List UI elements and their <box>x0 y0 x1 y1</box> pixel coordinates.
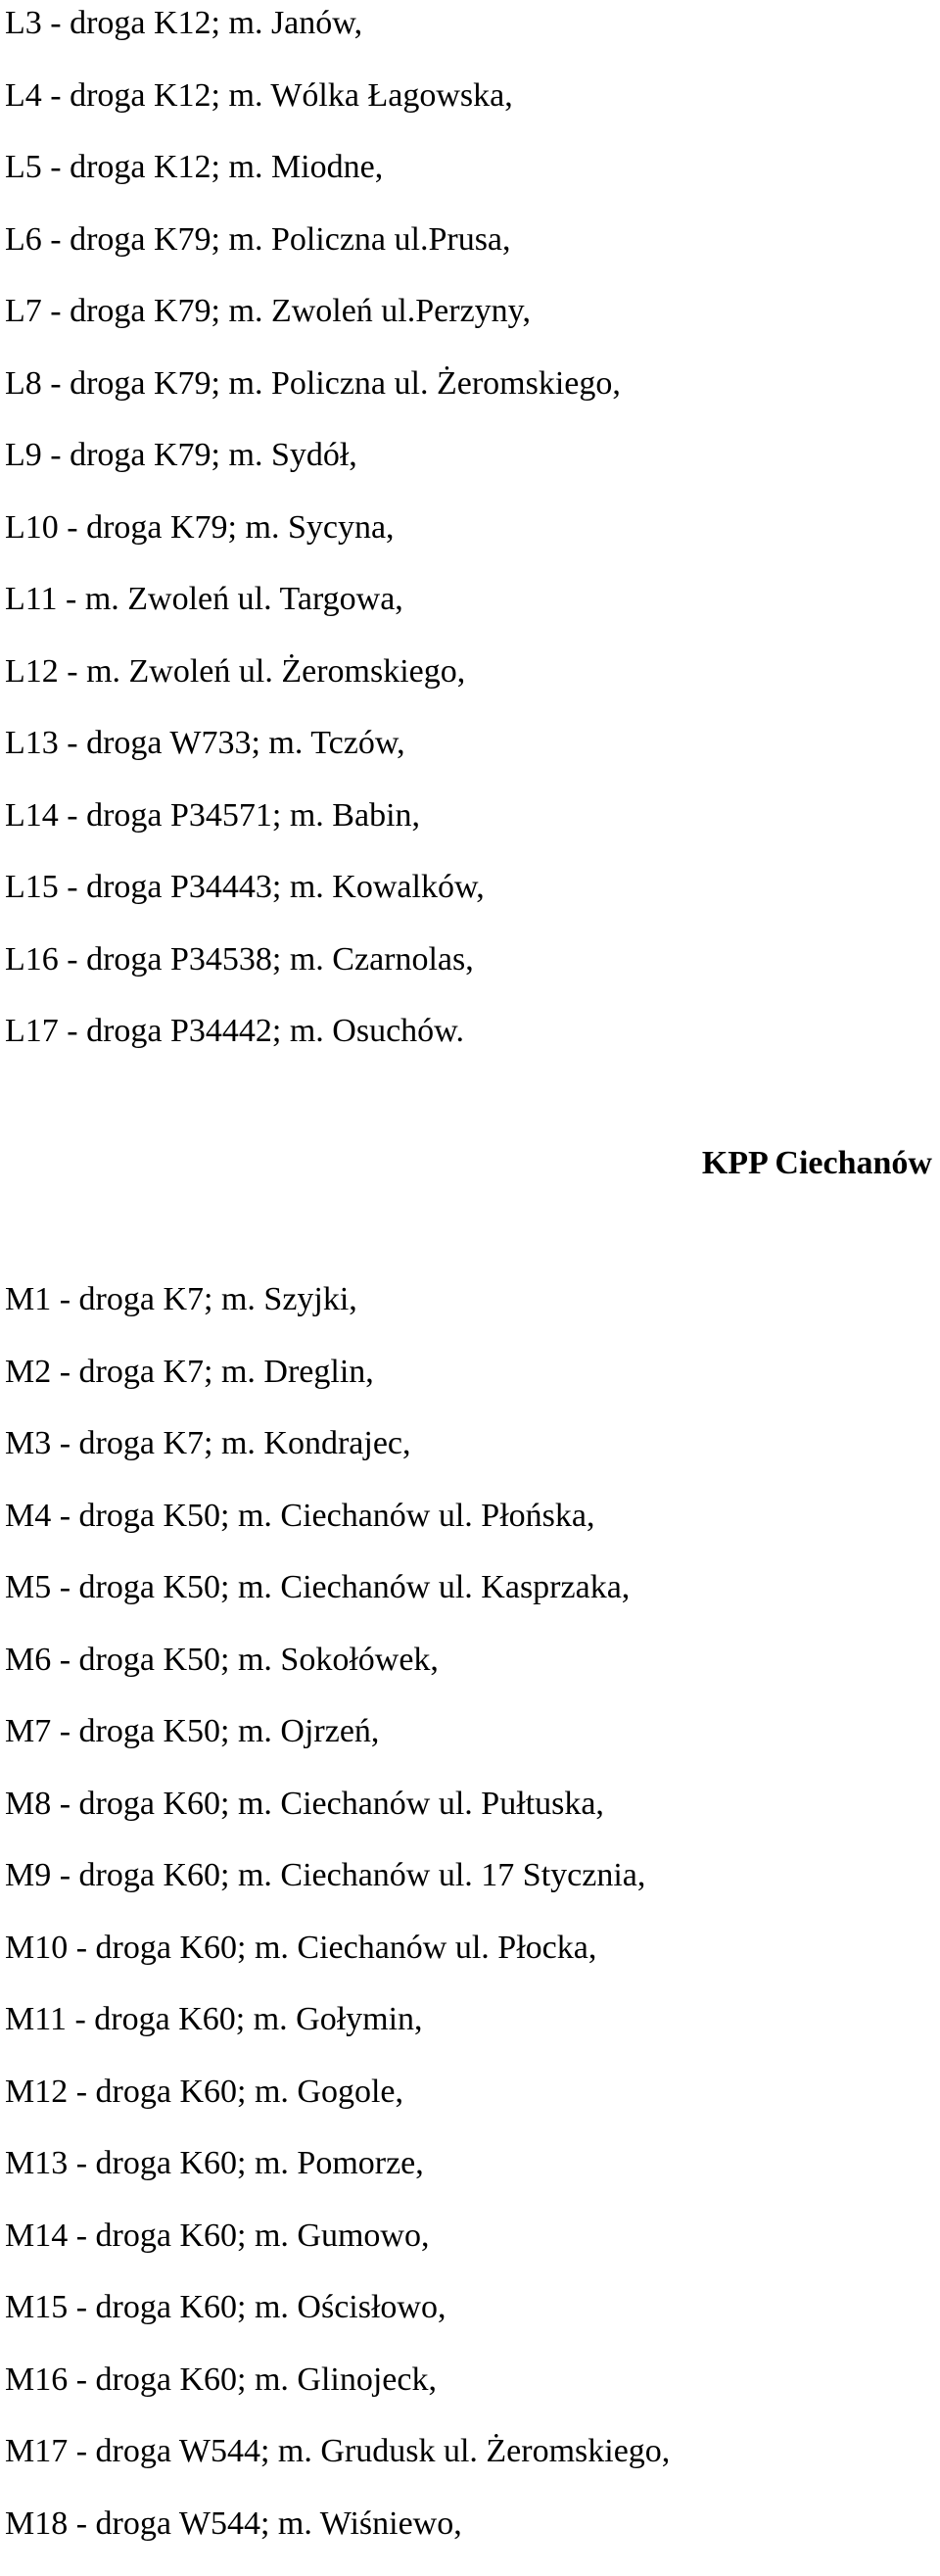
list-item: L14 - droga P34571; m. Babin, <box>5 796 421 834</box>
list-item: M2 - droga K7; m. Dreglin, <box>5 1353 374 1390</box>
list-item: M14 - droga K60; m. Gumowo, <box>5 2217 430 2254</box>
list-item: L13 - droga W733; m. Tczów, <box>5 725 405 761</box>
list-item: M1 - droga K7; m. Szyjki, <box>5 1281 357 1317</box>
list-item: M17 - droga W544; m. Grudusk ul. Żeromskiego, <box>5 2433 671 2469</box>
list-item: M15 - droga K60; m. Ościsłowo, <box>5 2289 446 2325</box>
list-item: L15 - droga P34443; m. Kowalków, <box>5 869 485 905</box>
list-item: M3 - droga K7; m. Kondrajec, <box>5 1425 411 1461</box>
section-heading: KPP Ciechanów <box>701 1145 932 1181</box>
list-item: L9 - droga K79; m. Sydół, <box>5 437 357 473</box>
list-item: M11 - droga K60; m. Gołymin, <box>5 2001 423 2037</box>
list-item: L17 - droga P34442; m. Osuchów. <box>5 1013 465 1049</box>
list-item: L6 - droga K79; m. Policzna ul.Prusa, <box>5 220 511 258</box>
list-item: M13 - droga K60; m. Pomorze, <box>5 2145 424 2181</box>
checkpoint-list-m <box>5 1280 670 2576</box>
list-item: M16 - droga K60; m. Glinojeck, <box>5 2361 437 2398</box>
list-item: L3 - droga K12; m. Janów, <box>5 5 363 41</box>
list-item: L11 - m. Zwoleń ul. Targowa, <box>5 581 403 617</box>
list-item: L5 - droga K12; m. Miodne, <box>5 149 384 185</box>
list-item: M8 - droga K60; m. Ciechanów ul. Pułtuska, <box>5 1785 604 1822</box>
list-item: L10 - droga K79; m. Sycyna, <box>5 508 395 546</box>
list-item: L7 - droga K79; m. Zwoleń ul.Perzyny, <box>5 293 531 329</box>
list-item: M18 - droga W544; m. Wiśniewo, <box>5 2504 462 2542</box>
list-item: M12 - droga K60; m. Gogole, <box>5 2073 404 2110</box>
list-item: L12 - m. Zwoleń ul. Żeromskiego, <box>5 652 466 690</box>
list-item: M6 - droga K50; m. Sokołówek, <box>5 1641 439 1678</box>
list-item: M10 - droga K60; m. Ciechanów ul. Płocka, <box>5 1929 597 1966</box>
list-item: L16 - droga P34538; m. Czarnolas, <box>5 940 474 978</box>
list-item: M7 - droga K50; m. Ojrzeń, <box>5 1713 380 1749</box>
list-item: L4 - droga K12; m. Wólka Łagowska, <box>5 76 513 114</box>
list-item: M4 - droga K50; m. Ciechanów ul. Płońska, <box>5 1497 595 1534</box>
list-item: L8 - droga K79; m. Policzna ul. Żeromskiego, <box>5 364 621 402</box>
checkpoint-list-l <box>5 4 621 1084</box>
list-item: M9 - droga K60; m. Ciechanów ul. 17 Stycznia, <box>5 1857 646 1893</box>
list-item: M5 - droga K50; m. Ciechanów ul. Kasprzaka, <box>5 1569 631 1605</box>
